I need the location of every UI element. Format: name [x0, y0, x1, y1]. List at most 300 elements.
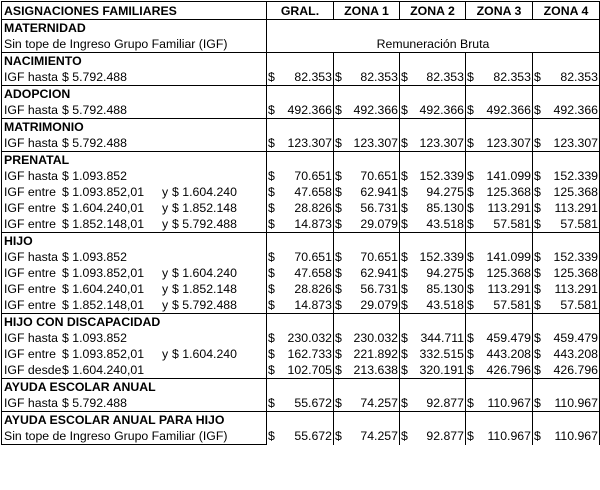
currency-symbol: $: [401, 266, 408, 280]
row-label-wrap: [4, 362, 264, 378]
table-body: [2, 2, 600, 445]
currency-symbol: $: [401, 363, 408, 377]
value-amount: 230.032: [353, 331, 398, 345]
row-label: [2, 281, 267, 297]
conjunction: y: [162, 217, 169, 231]
value-wrap: [534, 200, 598, 216]
conjunction: [162, 135, 172, 151]
value-wrap: [268, 281, 332, 297]
value-amount: 152.339: [419, 169, 464, 183]
table-row: [2, 102, 600, 119]
value-wrap: [268, 265, 332, 281]
currency-symbol: $: [335, 70, 342, 84]
section-title: NACIMIENTO: [2, 53, 267, 70]
table-row: [2, 428, 600, 445]
blank-cell: [466, 86, 533, 103]
value-wrap: [534, 168, 598, 184]
value-wrap: [467, 330, 531, 346]
currency-symbol: $: [534, 363, 541, 377]
value-wrap: [534, 428, 598, 444]
blank-cell: [267, 152, 334, 169]
value-cell: [334, 249, 400, 265]
value-wrap: [335, 249, 398, 265]
value-wrap: [335, 281, 398, 297]
value-amount: 47.658: [294, 185, 332, 199]
blank-cell: [334, 119, 400, 136]
igf-condition: IGF entre: [4, 282, 56, 296]
value-wrap: [335, 184, 398, 200]
header-col-zona-1: ZONA 1: [334, 2, 400, 20]
row-label-wrap: [4, 346, 264, 362]
asignaciones-table-container: [1, 1, 599, 488]
igf-condition: IGF hasta: [4, 396, 58, 410]
value-amount: 113.291: [554, 201, 598, 215]
value-wrap: [401, 265, 464, 281]
header-col-zona-4: ZONA 4: [533, 2, 600, 20]
value-cell: [466, 216, 533, 233]
table-row: [2, 200, 600, 216]
value-cell: [533, 168, 600, 184]
blank-cell: [533, 314, 600, 331]
igf-condition: IGF entre: [4, 298, 56, 312]
value-amount: 141.099: [486, 169, 531, 183]
value-wrap: [401, 168, 464, 184]
row-label-wrap: [4, 330, 264, 346]
value-cell: [334, 346, 400, 362]
value-amount: 70.651: [294, 250, 332, 264]
value-cell: [466, 168, 533, 184]
currency-symbol: $: [467, 266, 474, 280]
amount-from: $ 1.093.852: [62, 250, 127, 264]
value-amount: 14.873: [294, 298, 332, 312]
value-cell: [466, 297, 533, 314]
value-wrap: [467, 428, 531, 444]
currency-symbol: $: [335, 250, 342, 264]
section-title: PRENATAL: [2, 152, 267, 169]
value-wrap: [401, 216, 464, 232]
value-cell: [400, 200, 466, 216]
value-amount: 92.877: [426, 429, 464, 444]
row-label-wrap: [4, 249, 264, 265]
blank-cell: [466, 119, 533, 136]
blank-cell: [400, 86, 466, 103]
value-wrap: [534, 216, 598, 232]
value-cell: [533, 200, 600, 216]
value-wrap: [467, 346, 531, 362]
amount-from: $ 1.093.852,01: [62, 185, 145, 199]
section-row-ayuda-escolar-anual: [2, 379, 600, 396]
value-cell: [400, 265, 466, 281]
value-wrap: [467, 216, 531, 232]
table-row: [2, 362, 600, 379]
value-amount: 344.711: [420, 331, 464, 345]
currency-symbol: $: [268, 103, 275, 117]
value-amount: 221.892: [353, 347, 398, 361]
amount-from: $ 1.093.852: [62, 169, 127, 183]
blank-cell: [533, 233, 600, 250]
conjunction: y: [162, 347, 169, 361]
value-cell: [466, 395, 533, 412]
value-cell: [400, 249, 466, 265]
value-amount: 43.518: [426, 217, 464, 231]
blank-cell: [334, 379, 400, 396]
value-cell: [533, 135, 600, 152]
section-title: AYUDA ESCOLAR ANUAL PARA HIJO: [2, 412, 267, 429]
header-row: [2, 2, 600, 20]
value-wrap: [335, 346, 398, 362]
row-label: [2, 362, 267, 379]
row-label-wrap: [4, 102, 264, 118]
value-amount: 70.651: [294, 169, 332, 183]
blank-cell: [267, 53, 334, 70]
currency-symbol: $: [467, 185, 474, 199]
value-wrap: [268, 168, 332, 184]
currency-symbol: $: [401, 201, 408, 215]
value-wrap: [401, 428, 464, 444]
value-amount: 110.967: [554, 396, 598, 410]
value-wrap: [467, 281, 531, 297]
conjunction: y: [162, 266, 169, 280]
value-cell: [267, 281, 334, 297]
conjunction: y: [162, 282, 169, 296]
currency-symbol: $: [467, 347, 474, 361]
currency-symbol: $: [268, 136, 275, 150]
value-amount: 123.307: [287, 136, 332, 150]
value-cell: [400, 330, 466, 346]
value-cell: [533, 297, 600, 314]
value-wrap: [401, 395, 464, 411]
value-wrap: [268, 395, 332, 411]
value-cell: [334, 297, 400, 314]
value-amount: 113.291: [487, 282, 531, 296]
value-amount: 57.581: [493, 298, 531, 312]
value-wrap: [401, 200, 464, 216]
value-amount: 62.941: [360, 266, 398, 280]
currency-symbol: $: [467, 136, 474, 150]
currency-symbol: $: [268, 201, 275, 215]
conjunction: y: [162, 201, 169, 215]
blank-cell: [334, 152, 400, 169]
conjunction: [162, 69, 172, 85]
value-amount: 152.339: [419, 250, 464, 264]
currency-symbol: $: [268, 185, 275, 199]
value-amount: 82.353: [493, 70, 531, 84]
value-amount: 82.353: [294, 70, 332, 84]
currency-symbol: $: [534, 201, 541, 215]
value-amount: 62.941: [360, 185, 398, 199]
amount-from: $ 1.093.852,01: [62, 266, 145, 280]
row-label: [2, 297, 267, 314]
currency-symbol: $: [268, 169, 275, 183]
value-cell: [267, 69, 334, 86]
currency-symbol: $: [467, 250, 474, 264]
blank-cell: [267, 119, 334, 136]
blank-cell: [533, 152, 600, 169]
currency-symbol: $: [534, 298, 541, 312]
currency-symbol: $: [268, 250, 275, 264]
row-label-text: Sin tope de Ingreso Grupo Familiar (IGF): [4, 37, 228, 51]
value-cell: [400, 69, 466, 86]
value-amount: 125.368: [553, 185, 598, 199]
igf-condition: IGF hasta: [4, 136, 58, 150]
row-label-wrap: [4, 265, 264, 281]
value-wrap: [401, 346, 464, 362]
value-wrap: [335, 265, 398, 281]
table-row: [2, 69, 600, 86]
value-wrap: [534, 330, 598, 346]
value-amount: 332.515: [419, 347, 464, 361]
currency-symbol: $: [534, 136, 541, 150]
value-cell: [533, 281, 600, 297]
row-label-wrap: [4, 168, 264, 184]
value-wrap: [467, 362, 531, 378]
currency-symbol: $: [335, 396, 342, 410]
igf-condition: IGF hasta: [4, 250, 58, 264]
value-cell: [334, 428, 400, 445]
value-wrap: [534, 395, 598, 411]
currency-symbol: $: [401, 396, 408, 410]
value-cell: [267, 200, 334, 216]
blank-cell: [400, 314, 466, 331]
value-wrap: [335, 135, 398, 151]
value-cell: [334, 281, 400, 297]
currency-symbol: $: [335, 429, 342, 444]
currency-symbol: $: [335, 169, 342, 183]
row-label-wrap: [4, 297, 264, 313]
currency-symbol: $: [268, 363, 275, 377]
value-cell: [334, 69, 400, 86]
value-wrap: [467, 135, 531, 151]
section-row-prenatal: [2, 152, 600, 169]
currency-symbol: $: [268, 217, 275, 231]
currency-symbol: $: [534, 282, 541, 296]
row-label: [2, 395, 267, 412]
currency-symbol: $: [534, 250, 541, 264]
section-title: ADOPCION: [2, 86, 267, 103]
conjunction: [162, 330, 172, 346]
row-label: [2, 184, 267, 200]
row-label-wrap: [4, 281, 264, 297]
table-row: [2, 346, 600, 362]
table-row: [2, 216, 600, 233]
amount-to: $ 1.852.148: [172, 282, 237, 296]
value-wrap: [534, 281, 598, 297]
value-wrap: [401, 281, 464, 297]
value-cell: [466, 330, 533, 346]
value-cell: [334, 216, 400, 233]
value-wrap: [268, 200, 332, 216]
value-wrap: [401, 297, 464, 313]
blank-cell: [466, 379, 533, 396]
currency-symbol: $: [534, 266, 541, 280]
currency-symbol: $: [268, 347, 275, 361]
currency-symbol: $: [467, 429, 474, 444]
value-amount: 57.581: [560, 298, 598, 312]
value-cell: [267, 428, 334, 445]
value-cell: [267, 249, 334, 265]
value-amount: 123.307: [353, 136, 398, 150]
amount-from: $ 1.852.148,01: [62, 298, 145, 312]
currency-symbol: $: [335, 185, 342, 199]
conjunction: [162, 395, 172, 411]
value-wrap: [335, 362, 398, 378]
amount-to: $ 5.792.488: [172, 298, 237, 312]
blank-cell: [400, 119, 466, 136]
value-amount: 492.366: [553, 103, 598, 117]
value-cell: [334, 168, 400, 184]
value-wrap: [335, 330, 398, 346]
section-row-matrimonio: [2, 119, 600, 136]
row-label: [2, 135, 267, 152]
igf-condition: IGF entre: [4, 217, 56, 231]
value-wrap: [268, 346, 332, 362]
currency-symbol: $: [268, 429, 275, 444]
value-amount: 57.581: [493, 217, 531, 231]
value-cell: [533, 395, 600, 412]
row-label: [2, 428, 267, 445]
value-wrap: [268, 135, 332, 151]
value-wrap: [401, 362, 464, 378]
blank-cell: [400, 233, 466, 250]
amount-from: $ 1.093.852: [62, 331, 127, 345]
value-amount: 152.339: [553, 250, 598, 264]
currency-symbol: $: [534, 347, 541, 361]
value-amount: 113.291: [487, 201, 531, 215]
amount-to: $ 1.852.148: [172, 201, 237, 215]
value-amount: 92.877: [426, 396, 464, 410]
currency-symbol: $: [467, 363, 474, 377]
currency-symbol: $: [268, 331, 275, 345]
currency-symbol: $: [268, 70, 275, 84]
table-row: [2, 249, 600, 265]
header-col-gral: GRAL.: [267, 2, 334, 20]
conjunction: [162, 362, 172, 378]
value-amount: 426.796: [553, 363, 598, 377]
value-cell: [400, 346, 466, 362]
row-label: [2, 216, 267, 233]
currency-symbol: $: [268, 396, 275, 410]
value-amount: 55.672: [294, 429, 332, 444]
amount-from: $ 5.792.488: [62, 136, 127, 150]
value-cell: [466, 200, 533, 216]
conjunction: y: [162, 298, 169, 312]
value-wrap: [335, 216, 398, 232]
blank-cell: [267, 86, 334, 103]
value-cell: [267, 184, 334, 200]
value-cell: [533, 184, 600, 200]
value-wrap: [268, 362, 332, 378]
value-wrap: [268, 102, 332, 118]
value-cell: [533, 428, 600, 445]
value-cell: [334, 362, 400, 379]
value-amount: 443.208: [486, 347, 531, 361]
amount-from: $ 1.852.148,01: [62, 217, 145, 231]
value-wrap: [467, 297, 531, 313]
value-cell: [466, 102, 533, 119]
value-amount: 85.130: [426, 201, 464, 215]
blank-cell: [533, 412, 600, 429]
value-amount: 74.257: [360, 396, 398, 410]
value-wrap: [534, 135, 598, 151]
value-amount: 56.731: [360, 282, 398, 296]
value-cell: [267, 362, 334, 379]
value-cell: [466, 249, 533, 265]
value-amount: 43.518: [426, 298, 464, 312]
value-wrap: [534, 297, 598, 313]
row-label: [2, 36, 267, 53]
value-amount: 492.366: [353, 103, 398, 117]
value-wrap: [335, 395, 398, 411]
value-wrap: [534, 184, 598, 200]
value-wrap: [335, 102, 398, 118]
value-wrap: [467, 395, 531, 411]
currency-symbol: $: [467, 396, 474, 410]
value-amount: 70.651: [360, 250, 398, 264]
table-row: [2, 281, 600, 297]
igf-condition: IGF hasta: [4, 331, 58, 345]
value-wrap: [335, 69, 398, 85]
section-row-adopcion: [2, 86, 600, 103]
currency-symbol: $: [467, 169, 474, 183]
blank-cell: [466, 412, 533, 429]
value-amount: 29.079: [360, 217, 398, 231]
blank-cell: [400, 379, 466, 396]
currency-symbol: $: [534, 396, 541, 410]
value-wrap: [467, 69, 531, 85]
value-amount: 141.099: [486, 250, 531, 264]
table-row: [2, 395, 600, 412]
value-wrap: [467, 200, 531, 216]
currency-symbol: $: [467, 70, 474, 84]
value-cell: [267, 330, 334, 346]
section-title: AYUDA ESCOLAR ANUAL: [2, 379, 267, 396]
value-cell: [334, 184, 400, 200]
igf-condition: IGF desde: [4, 363, 62, 377]
currency-symbol: $: [401, 298, 408, 312]
currency-symbol: $: [335, 103, 342, 117]
remuneracion-note: Remuneración Bruta: [267, 36, 600, 53]
value-wrap: [467, 249, 531, 265]
value-amount: 82.353: [426, 70, 464, 84]
value-cell: [267, 216, 334, 233]
value-amount: 492.366: [287, 103, 332, 117]
conjunction: y: [162, 185, 169, 199]
blank-cell: [400, 412, 466, 429]
currency-symbol: $: [335, 347, 342, 361]
value-cell: [400, 297, 466, 314]
value-cell: [533, 69, 600, 86]
value-cell: [400, 281, 466, 297]
blank-cell: [533, 86, 600, 103]
value-amount: 123.307: [486, 136, 531, 150]
value-wrap: [467, 168, 531, 184]
currency-symbol: $: [401, 282, 408, 296]
conjunction: [162, 168, 172, 184]
currency-symbol: $: [335, 266, 342, 280]
value-wrap: [268, 330, 332, 346]
blank-cell: [267, 314, 334, 331]
table-row: [2, 184, 600, 200]
value-amount: 113.291: [554, 282, 598, 296]
value-cell: [400, 184, 466, 200]
value-cell: [400, 362, 466, 379]
currency-symbol: $: [268, 266, 275, 280]
blank-cell: [334, 314, 400, 331]
value-amount: 110.967: [487, 396, 531, 410]
value-cell: [334, 200, 400, 216]
value-wrap: [534, 249, 598, 265]
value-cell: [267, 168, 334, 184]
